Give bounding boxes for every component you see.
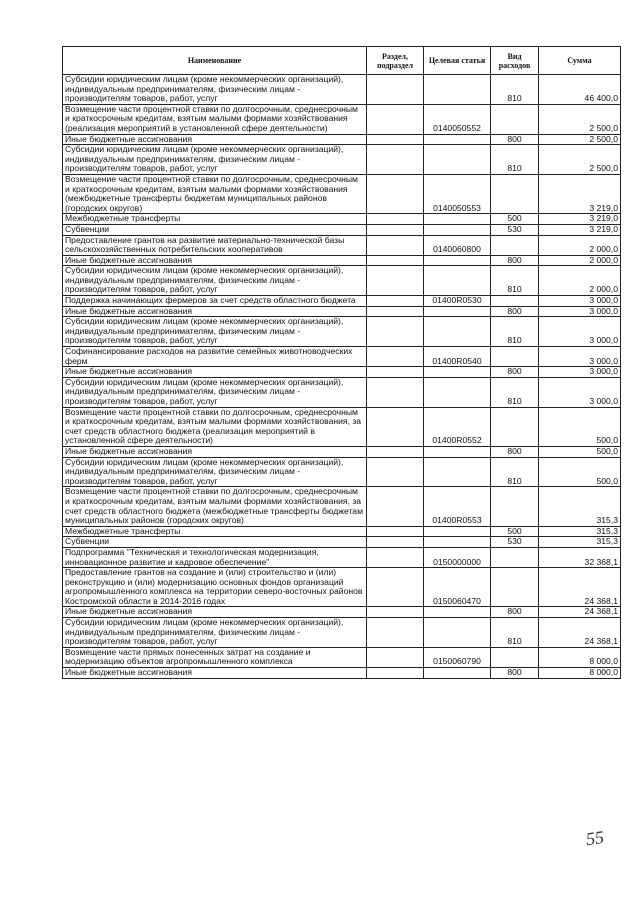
cell-sum: 2 500,0 [539, 145, 621, 175]
table-row [63, 347, 621, 367]
cell-section [367, 235, 424, 255]
cell-name: Иные бюджетные ассигнования [63, 134, 367, 145]
cell-name: Иные бюджетные ассигнования [63, 255, 367, 266]
cell-section [367, 446, 424, 457]
cell-section [367, 607, 424, 618]
cell-name: Межбюджетные трансферты [63, 214, 367, 225]
cell-target-article [424, 214, 491, 225]
cell-sum: 3 000,0 [539, 317, 621, 347]
table-row [63, 607, 621, 618]
table-row [63, 647, 621, 667]
cell-name: Возмещение части процентной ставки по долгосрочным, среднесрочным и краткосрочным кредитам, взятым малыми формами хозяйствования, за счет средств областного бюджета (реализация мероприятий в установленной сфере деятельности) [63, 407, 367, 446]
cell-sum: 500,0 [539, 407, 621, 446]
cell-name: Возмещение части процентной ставки по долгосрочным, среднесрочным и краткосрочным кредитам, взятым малыми формами хозяйствования (межбюджетные трансферты бюджетам муниципальных районов (городских округов) [63, 174, 367, 213]
cell-name: Предоставление грантов на развитие материально-технической базы сельскохозяйственных потребительских кооперативов [63, 235, 367, 255]
cell-target-article [424, 607, 491, 618]
cell-expense-type [491, 235, 539, 255]
table-row [63, 446, 621, 457]
cell-name: Софинансирование расходов на развитие семейных животноводческих ферм [63, 347, 367, 367]
cell-target-article: 01400R0553 [424, 487, 491, 526]
cell-expense-type: 800 [491, 668, 539, 679]
cell-expense-type: 810 [491, 377, 539, 407]
cell-target-article [424, 457, 491, 487]
cell-name: Подпрограмма "Техническая и технологическая модернизация, инновационное развитие и кадровое обеспечение" [63, 547, 367, 567]
cell-section [367, 407, 424, 446]
cell-target-article [424, 134, 491, 145]
cell-name: Субвенции [63, 537, 367, 548]
cell-expense-type [491, 568, 539, 607]
cell-expense-type: 800 [491, 446, 539, 457]
cell-expense-type [491, 407, 539, 446]
cell-name: Субсидии юридическим лицам (кроме некоммерческих организаций), индивидуальным предпринимателям, физическим лицам - производителям товаров, работ, услуг [63, 75, 367, 105]
cell-section [367, 647, 424, 667]
cell-expense-type: 530 [491, 537, 539, 548]
cell-section [367, 255, 424, 266]
cell-name: Субсидии юридическим лицам (кроме некоммерческих организаций), индивидуальным предпринимателям, физическим лицам - производителям товаров, работ, услуг [63, 457, 367, 487]
cell-sum: 2 500,0 [539, 104, 621, 134]
cell-target-article [424, 668, 491, 679]
cell-section [367, 347, 424, 367]
cell-expense-type: 810 [491, 75, 539, 105]
table-row [63, 618, 621, 648]
cell-expense-type: 800 [491, 367, 539, 378]
cell-target-article [424, 224, 491, 235]
cell-target-article [424, 367, 491, 378]
cell-target-article: 0140060800 [424, 235, 491, 255]
cell-name: Возмещение части процентной ставки по долгосрочным, среднесрочным и краткосрочным кредитам, взятым малыми формами хозяйствования (реализация мероприятий в установленной сфере деятельности) [63, 104, 367, 134]
header-section: Раздел, подраздел [367, 47, 424, 75]
cell-sum: 3 000,0 [539, 377, 621, 407]
cell-expense-type: 530 [491, 224, 539, 235]
cell-name: Иные бюджетные ассигнования [63, 306, 367, 317]
cell-sum: 3 000,0 [539, 367, 621, 378]
cell-sum: 2 000,0 [539, 266, 621, 296]
cell-section [367, 174, 424, 213]
cell-section [367, 537, 424, 548]
header-name: Наименование [63, 47, 367, 75]
cell-sum: 500,0 [539, 457, 621, 487]
cell-name: Субсидии юридическим лицам (кроме некоммерческих организаций), индивидуальным предпринимателям, физическим лицам - производителям товаров, работ, услуг [63, 266, 367, 296]
table-row [63, 487, 621, 526]
cell-sum: 315,3 [539, 537, 621, 548]
cell-sum: 2 000,0 [539, 255, 621, 266]
cell-expense-type [491, 104, 539, 134]
table-row [63, 306, 621, 317]
table-row [63, 296, 621, 307]
cell-name: Иные бюджетные ассигнования [63, 367, 367, 378]
table-header-row [63, 47, 621, 75]
cell-sum: 3 000,0 [539, 306, 621, 317]
cell-name: Субвенции [63, 224, 367, 235]
table-row [63, 317, 621, 347]
cell-name: Субсидии юридическим лицам (кроме некоммерческих организаций), индивидуальным предпринимателям, физическим лицам - производителям товаров, работ, услуг [63, 618, 367, 648]
table-row [63, 174, 621, 213]
cell-expense-type [491, 547, 539, 567]
cell-target-article: 0150060790 [424, 647, 491, 667]
cell-sum: 32 368,1 [539, 547, 621, 567]
table-row [63, 547, 621, 567]
table-row [63, 568, 621, 607]
table-row [63, 526, 621, 537]
cell-sum: 46 400,0 [539, 75, 621, 105]
cell-target-article [424, 75, 491, 105]
table-row [63, 668, 621, 679]
cell-name: Иные бюджетные ассигнования [63, 446, 367, 457]
cell-section [367, 145, 424, 175]
cell-section [367, 618, 424, 648]
table-row [63, 235, 621, 255]
cell-target-article: 01400R0552 [424, 407, 491, 446]
cell-expense-type: 800 [491, 255, 539, 266]
cell-expense-type: 800 [491, 306, 539, 317]
table-row [63, 266, 621, 296]
header-sum: Сумма [539, 47, 621, 75]
cell-name: Межбюджетные трансферты [63, 526, 367, 537]
table-row [63, 537, 621, 548]
cell-expense-type: 810 [491, 145, 539, 175]
cell-name: Предоставление грантов на создание и (или) строительство и (или) реконструкцию и (или) модернизацию основных фондов организаций агропромышленного комплекса на территории северо-восточных районов Костромской области в 2014-2016 годах [63, 568, 367, 607]
cell-target-article [424, 306, 491, 317]
table-row [63, 214, 621, 225]
cell-name: Возмещение части процентной ставки по долгосрочным, среднесрочным и краткосрочным кредитам, взятым малыми формами хозяйствования, за счет средств областного бюджета (межбюджетные трансферты бюджетам муниципальных районов (городских округов) [63, 487, 367, 526]
table-row [63, 377, 621, 407]
cell-target-article: 0150000000 [424, 547, 491, 567]
table-row [63, 367, 621, 378]
cell-sum: 8 000,0 [539, 668, 621, 679]
cell-expense-type: 800 [491, 134, 539, 145]
cell-target-article [424, 255, 491, 266]
cell-target-article [424, 526, 491, 537]
cell-expense-type [491, 174, 539, 213]
cell-sum: 3 219,0 [539, 224, 621, 235]
cell-target-article [424, 266, 491, 296]
cell-expense-type: 800 [491, 607, 539, 618]
cell-name: Поддержка начинающих фермеров за счет средств областного бюджета [63, 296, 367, 307]
cell-target-article: 01400R0540 [424, 347, 491, 367]
cell-section [367, 367, 424, 378]
cell-sum: 2 500,0 [539, 134, 621, 145]
header-target-article: Целевая статья [424, 47, 491, 75]
cell-expense-type [491, 647, 539, 667]
cell-expense-type: 500 [491, 214, 539, 225]
cell-expense-type: 500 [491, 526, 539, 537]
cell-target-article [424, 537, 491, 548]
table-row [63, 104, 621, 134]
page-number: 55 [584, 826, 606, 850]
table-row [63, 255, 621, 266]
table-row [63, 224, 621, 235]
cell-section [367, 75, 424, 105]
cell-sum: 24 368,1 [539, 568, 621, 607]
cell-sum: 8 000,0 [539, 647, 621, 667]
cell-name: Иные бюджетные ассигнования [63, 668, 367, 679]
cell-section [367, 547, 424, 567]
cell-expense-type [491, 347, 539, 367]
cell-target-article [424, 446, 491, 457]
cell-section [367, 224, 424, 235]
cell-name: Иные бюджетные ассигнования [63, 607, 367, 618]
cell-sum: 315,3 [539, 487, 621, 526]
cell-sum: 3 219,0 [539, 174, 621, 213]
cell-sum: 2 000,0 [539, 235, 621, 255]
cell-sum: 315,3 [539, 526, 621, 537]
cell-section [367, 214, 424, 225]
cell-target-article [424, 317, 491, 347]
cell-sum: 24 368,1 [539, 607, 621, 618]
cell-name: Субсидии юридическим лицам (кроме некоммерческих организаций), индивидуальным предпринимателям, физическим лицам - производителям товаров, работ, услуг [63, 317, 367, 347]
cell-sum: 24 368,1 [539, 618, 621, 648]
cell-target-article [424, 377, 491, 407]
cell-target-article [424, 618, 491, 648]
cell-section [367, 377, 424, 407]
table-row [63, 134, 621, 145]
cell-expense-type [491, 296, 539, 307]
table-row [63, 75, 621, 105]
cell-section [367, 134, 424, 145]
header-expense-type: Вид расходов [491, 47, 539, 75]
table-row [63, 407, 621, 446]
cell-section [367, 317, 424, 347]
cell-sum: 3 219,0 [539, 214, 621, 225]
table-row [63, 457, 621, 487]
cell-section [367, 526, 424, 537]
cell-section [367, 457, 424, 487]
cell-target-article: 0150060470 [424, 568, 491, 607]
cell-name: Возмещение части прямых понесенных затрат на создание и модернизацию объектов агропромышленного комплекса [63, 647, 367, 667]
cell-section [367, 487, 424, 526]
table-row [63, 145, 621, 175]
cell-section [367, 668, 424, 679]
cell-section [367, 266, 424, 296]
budget-table [62, 46, 621, 679]
cell-name: Субсидии юридическим лицам (кроме некоммерческих организаций), индивидуальным предпринимателям, физическим лицам - производителям товаров, работ, услуг [63, 145, 367, 175]
cell-name: Субсидии юридическим лицам (кроме некоммерческих организаций), индивидуальным предпринимателям, физическим лицам - производителям товаров, работ, услуг [63, 377, 367, 407]
cell-target-article: 0140050553 [424, 174, 491, 213]
cell-expense-type: 810 [491, 618, 539, 648]
cell-sum: 3 000,0 [539, 296, 621, 307]
cell-section [367, 104, 424, 134]
cell-target-article [424, 145, 491, 175]
cell-target-article: 0140050552 [424, 104, 491, 134]
cell-section [367, 296, 424, 307]
cell-section [367, 568, 424, 607]
cell-expense-type: 810 [491, 266, 539, 296]
cell-expense-type [491, 487, 539, 526]
cell-expense-type: 810 [491, 457, 539, 487]
cell-sum: 500,0 [539, 446, 621, 457]
cell-expense-type: 810 [491, 317, 539, 347]
cell-target-article: 01400R0530 [424, 296, 491, 307]
cell-section [367, 306, 424, 317]
cell-sum: 3 000,0 [539, 347, 621, 367]
